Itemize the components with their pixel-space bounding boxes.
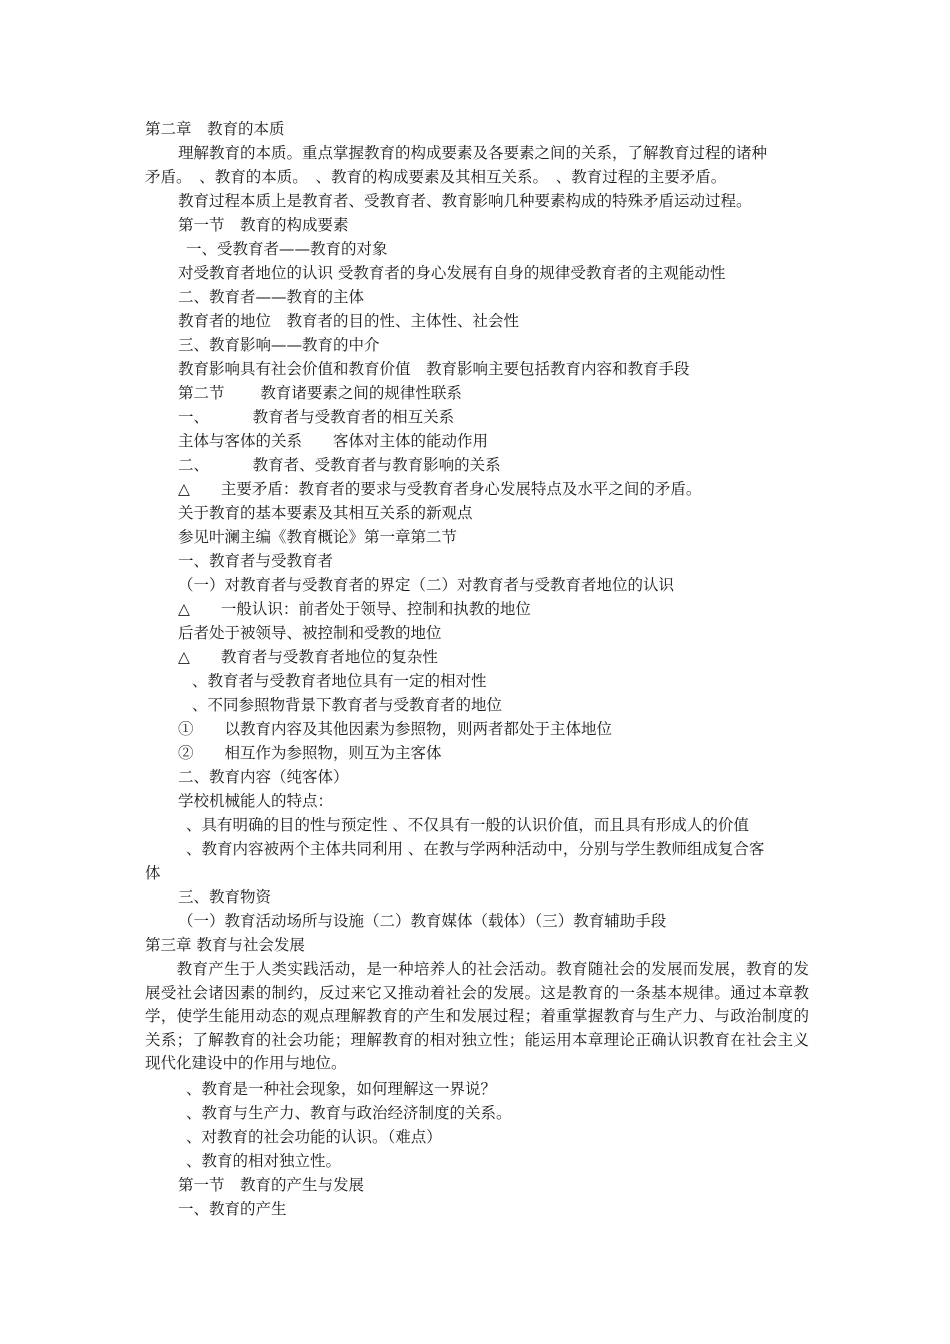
reference-frame-point: 、不同参照物背景下教育者与受教育者的地位	[192, 696, 503, 714]
objective-line-2: 矛盾。 、教育的本质。 、教育的构成要素及其相互关系。 、教育过程的主要矛盾。	[145, 168, 727, 186]
objective-line-1: 理解教育的本质。重点掌握教育的构成要素及各要素之间的关系，了解教育过程的诸种	[178, 144, 768, 162]
section-origin-heading: 第一节 教育的产生与发展	[178, 1176, 365, 1194]
chapter-three-intro: 教育产生于人类实践活动，是一种培养人的社会活动。教育随社会的发展而发展，教育的发展受社会诸因素的制约，反过来它又推动着社会的发展。这是教育的一条基本规律。通过本章教学，使学生能用动态的观点理解教育的产生和发展过程；着重掌握教育与生产力、与政治制度的关系；了解教育的社会功能；理解教育的相对独立性；能运用本章理论正确认识教育在社会主义现代化建设中的作用与地位。	[145, 960, 809, 1072]
subheading-learner: 一、受教育者——教育的对象	[186, 240, 388, 258]
key-point-1: 、教育是一种社会现象，如何理解这一界说？	[186, 1080, 497, 1098]
key-point-2: 、教育与生产力、教育与政治经济制度的关系。	[186, 1104, 512, 1122]
content-feature-2: 、教育内容被两个主体共同利用 、在教与学两种活动中，分别与学生教师组成复合客	[186, 840, 765, 858]
relativity-point: 、教育者与受教育者地位具有一定的相对性	[192, 672, 487, 690]
frame-item-2: ② 相互作为参照物，则互为主客体	[178, 744, 442, 762]
materials-points: （一）教育活动场所与设施（二）教育媒体（载体）（三）教育辅助手段	[178, 912, 667, 930]
relation-heading-2: 二、 教育者、受教育者与教育影响的关系	[178, 456, 501, 474]
learner-points: 对受教育者地位的认识 受教育者的身心发展有自身的规律受教育者的主观能动性	[178, 264, 726, 282]
definition-points: （一）对教育者与受教育者的界定（二）对教育者与受教育者地位的认识	[178, 576, 675, 594]
relation-heading-1: 一、 教育者与受教育者的相互关系	[178, 408, 455, 426]
influence-points: 教育影响具有社会价值和教育价值 教育影响主要包括教育内容和教育手段	[178, 360, 690, 378]
content-feature-1: 、具有明确的目的性与预定性 、不仅具有一般的认识价值，而且具有形成人的价值	[186, 816, 749, 834]
chapter-three-heading: 第三章 教育与社会发展	[145, 936, 305, 954]
subheading-origin: 一、教育的产生	[178, 1200, 287, 1218]
chapter-two-heading: 第二章 教育的本质	[145, 120, 285, 138]
main-contradiction: △ 主要矛盾：教育者的要求与受教育者身心发展特点及水平之间的矛盾。	[178, 480, 702, 498]
section-two-heading: 第二节 教育诸要素之间的规律性联系	[178, 384, 462, 402]
subheading-materials: 三、教育物资	[178, 888, 272, 906]
relation-points-1: 主体与客体的关系 客体对主体的能动作用	[178, 432, 489, 450]
content-feature-2-cont: 体	[145, 864, 161, 882]
key-point-3: 、对教育的社会功能的认识。（难点）	[186, 1128, 442, 1146]
section-one-heading: 第一节 教育的构成要素	[178, 216, 349, 234]
new-views-heading: 关于教育的基本要素及其相互关系的新观点	[178, 504, 473, 522]
content-features-heading: 学校机械能人的特点：	[178, 792, 334, 810]
complexity-point: △ 教育者与受教育者地位的复杂性	[178, 648, 438, 666]
subheading-educator: 二、教育者——教育的主体	[178, 288, 365, 306]
general-view-cont: 后者处于被领导、被控制和受教的地位	[178, 624, 442, 642]
key-point-4: 、教育的相对独立性。	[186, 1152, 342, 1170]
reference-line: 参见叶澜主编《教育概论》第一章第二节	[178, 528, 458, 546]
essence-definition: 教育过程本质上是教育者、受教育者、教育影响几种要素构成的特殊矛盾运动过程。	[178, 192, 752, 210]
general-view: △ 一般认识：前者处于领导、控制和执教的地位	[178, 600, 531, 618]
subheading-content: 二、教育内容（纯客体）	[178, 768, 349, 786]
frame-item-1: ① 以教育内容及其他因素为参照物，则两者都处于主体地位	[178, 720, 613, 738]
subheading-educator-learner: 一、教育者与受教育者	[178, 552, 334, 570]
educator-points: 教育者的地位 教育者的目的性、主体性、社会性	[178, 312, 520, 330]
subheading-influence: 三、教育影响——教育的中介	[178, 336, 380, 354]
